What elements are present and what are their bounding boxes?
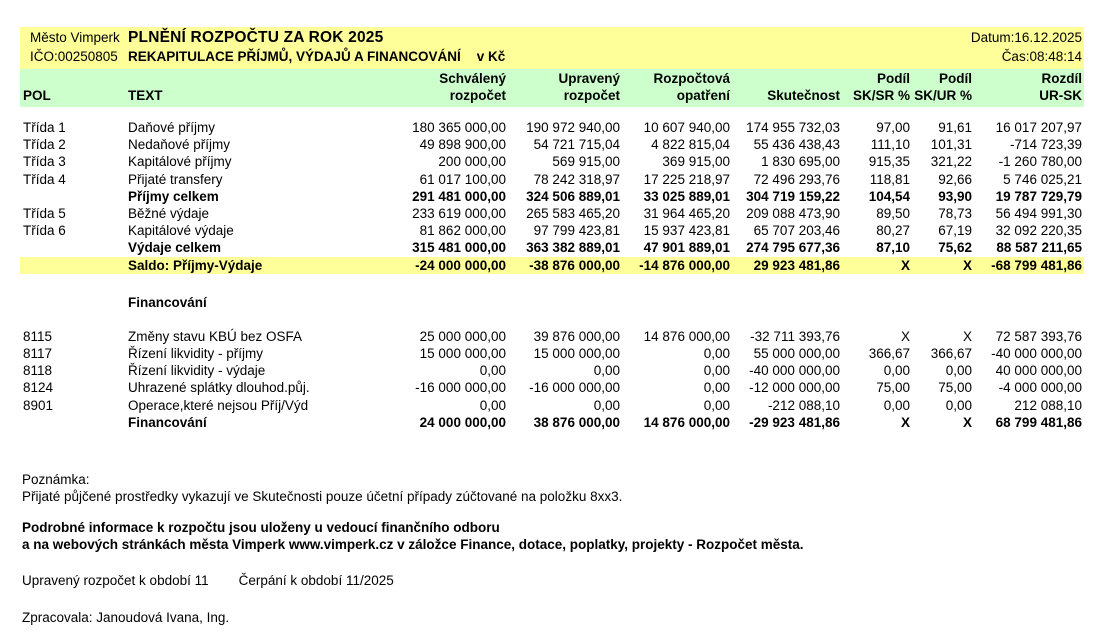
pol-cell: 8124 <box>23 380 54 396</box>
title-block <box>128 28 904 66</box>
value-cell: 15 000 000,00 <box>533 346 620 362</box>
table-row <box>20 222 1084 239</box>
column-header <box>972 71 1084 104</box>
value-cell: 0,00 <box>883 363 910 379</box>
value-cell: -16 000 000,00 <box>529 380 620 396</box>
value-cell: 78 242 318,97 <box>533 171 620 187</box>
table-row <box>20 136 1084 153</box>
pol-cell: 8901 <box>23 397 54 413</box>
value-cell: 0,00 <box>593 363 620 379</box>
value-cell: 0,00 <box>593 397 620 413</box>
value-cell: 233 619 000,00 <box>412 205 506 221</box>
value-cell: -12 000 000,00 <box>749 380 840 396</box>
column-header-line: Schválený <box>439 71 506 86</box>
value-cell: -38 876 000,00 <box>529 257 620 273</box>
value-cell: 29 923 481,86 <box>753 257 840 273</box>
column-header-line: SK/UR % <box>914 87 972 103</box>
organization-name: Město Vimperk <box>30 30 120 45</box>
value-cell: 0,00 <box>703 380 730 396</box>
note-label: Poznámka: <box>22 472 90 487</box>
pol-cell: 8117 <box>23 346 53 362</box>
pol-cell <box>20 414 124 431</box>
value-cell: 39 876 000,00 <box>533 328 620 344</box>
value-cell: 200 000,00 <box>438 154 506 170</box>
value-cell: 91,61 <box>938 120 972 135</box>
value-cell <box>730 294 840 311</box>
pol-cell: Třída 5 <box>23 205 66 221</box>
column-header-line <box>730 71 840 88</box>
value-cell: 569 915,00 <box>552 154 620 170</box>
value-cell: 49 898 900,00 <box>419 137 506 153</box>
column-header-line: UR-SK <box>1039 87 1082 103</box>
value-cell: X <box>900 257 910 273</box>
table-row <box>20 205 1084 222</box>
value-cell: 0,00 <box>703 397 730 413</box>
table-row <box>20 171 1084 188</box>
value-cell: -68 799 481,86 <box>991 257 1082 273</box>
author-line: Zpracovala: Janoudová Ivana, Ing. <box>22 610 230 625</box>
value-cell <box>388 294 506 311</box>
pol-cell: Třída 3 <box>23 154 66 170</box>
text-cell: Přijaté transfery <box>128 171 223 187</box>
report-date: Datum:16.12.2025 <box>970 30 1082 45</box>
value-cell: 363 382 889,01 <box>526 240 620 256</box>
value-cell: 265 583 465,20 <box>526 205 620 221</box>
column-header-line: Skutečnost <box>767 87 840 103</box>
value-cell: 54 721 715,04 <box>533 137 620 153</box>
text-cell: Běžné výdaje <box>128 205 210 221</box>
value-cell <box>840 294 910 311</box>
value-cell: 55 436 438,43 <box>753 137 840 153</box>
column-header-line <box>128 71 388 88</box>
report-subtitle <box>128 47 904 66</box>
value-cell: 97 799 423,81 <box>533 223 620 239</box>
value-cell: 14 876 000,00 <box>643 414 730 430</box>
title-band <box>20 27 1084 69</box>
column-header <box>910 71 972 104</box>
value-cell: X <box>900 414 910 430</box>
value-cell: 25 000 000,00 <box>419 328 506 344</box>
table-row <box>20 188 1084 205</box>
value-cell: 209 088 473,90 <box>746 205 840 221</box>
period-adjusted-budget: Upravený rozpočet k období 11 <box>22 573 209 588</box>
value-cell: 915,35 <box>868 154 910 170</box>
table-row <box>20 345 1084 362</box>
table-row <box>20 414 1084 431</box>
value-cell: 274 795 677,36 <box>746 240 840 256</box>
text-cell: Daňové příjmy <box>128 120 216 135</box>
value-cell: 324 506 889,01 <box>526 188 620 204</box>
value-cell: 366,67 <box>930 346 972 362</box>
text-cell: Kapitálové výdaje <box>128 223 234 239</box>
column-header-line: Podíl <box>939 71 972 86</box>
value-cell: 89,50 <box>876 205 910 221</box>
value-cell: 1 830 695,00 <box>761 154 840 170</box>
column-header-line: Podíl <box>877 71 910 86</box>
value-cell: -1 260 780,00 <box>998 154 1082 170</box>
value-cell: 56 494 991,30 <box>995 205 1082 221</box>
value-cell: 212 088,10 <box>1014 397 1082 413</box>
column-header <box>840 71 910 104</box>
footer <box>20 471 1084 626</box>
text-cell: Nedaňové příjmy <box>128 137 231 153</box>
value-cell <box>506 294 620 311</box>
report-title: PLNĚNÍ ROZPOČTU ZA ROK 2025 <box>128 29 384 46</box>
value-cell: 101,31 <box>930 137 972 153</box>
period-drawdown: Čerpání k období 11/2025 <box>238 573 394 588</box>
value-cell: -29 923 481,86 <box>749 414 840 430</box>
value-cell: -14 876 000,00 <box>639 257 730 273</box>
value-cell: -212 088,10 <box>767 397 840 413</box>
value-cell: 55 000 000,00 <box>753 346 840 362</box>
table-row <box>20 119 1084 136</box>
column-header-line: TEXT <box>128 87 163 103</box>
column-header <box>124 71 388 104</box>
pol-cell: Třída 6 <box>23 223 66 239</box>
value-cell: 104,54 <box>868 188 910 204</box>
value-cell: 304 719 159,22 <box>746 188 840 204</box>
budget-table-body <box>20 119 1084 431</box>
text-cell: Výdaje celkem <box>128 240 222 256</box>
text-cell: Financování <box>128 294 207 310</box>
value-cell: 33 025 889,01 <box>643 188 730 204</box>
value-cell: X <box>900 328 910 344</box>
value-cell: 15 937 423,81 <box>643 223 730 239</box>
table-header <box>20 69 1084 107</box>
pol-cell: Třída 4 <box>23 171 66 187</box>
value-cell: 0,00 <box>703 346 730 362</box>
value-cell: 31 964 465,20 <box>643 205 730 221</box>
text-cell: Saldo: Příjmy-Výdaje <box>128 257 263 273</box>
value-cell: -16 000 000,00 <box>415 380 506 396</box>
value-cell: 10 607 940,00 <box>643 120 730 135</box>
value-cell: 17 225 218,97 <box>643 171 730 187</box>
text-cell: Řízení likvidity - výdaje <box>128 363 266 379</box>
pol-cell: Třída 1 <box>23 120 66 135</box>
value-cell: 0,00 <box>479 397 506 413</box>
table-row <box>20 328 1084 345</box>
value-cell: 75,62 <box>938 240 972 256</box>
currency-note: v Kč <box>476 49 506 64</box>
pol-cell: Třída 2 <box>23 137 66 153</box>
value-cell: 5 746 025,21 <box>1003 171 1082 187</box>
datetime-block <box>904 28 1084 66</box>
value-cell: -40 000 000,00 <box>749 363 840 379</box>
pol-cell <box>20 294 124 311</box>
table-row <box>20 362 1084 379</box>
value-cell: 4 822 815,04 <box>651 137 730 153</box>
value-cell: 14 876 000,00 <box>643 328 730 344</box>
table-row <box>20 397 1084 414</box>
info-line-2: a na webových stránkách města Vimperk www.vimperk.cz v záložce Finance, dotace, poplatky, projekty - Rozpočet města. <box>22 537 804 552</box>
value-cell: 87,10 <box>876 240 910 256</box>
value-cell: 366,67 <box>868 346 910 362</box>
section-header-row <box>20 294 1084 311</box>
value-cell: 68 799 481,86 <box>995 414 1082 430</box>
text-cell: Uhrazené splátky dlouhod.půj. <box>128 380 310 396</box>
value-cell: 78,73 <box>938 205 972 221</box>
table-row <box>20 239 1084 256</box>
column-header <box>20 71 124 104</box>
value-cell: 111,10 <box>870 137 910 153</box>
table-row <box>20 153 1084 170</box>
value-cell: 19 787 729,79 <box>995 188 1082 204</box>
value-cell: 16 017 207,97 <box>995 120 1082 135</box>
text-cell: Kapitálové příjmy <box>128 154 232 170</box>
value-cell: 40 000 000,00 <box>995 363 1082 379</box>
value-cell: 0,00 <box>945 363 972 379</box>
column-header-line: Rozpočtová <box>653 71 730 86</box>
pol-cell <box>20 239 124 256</box>
saldo-row <box>20 257 1084 274</box>
value-cell: 315 481 000,00 <box>412 240 506 256</box>
value-cell: 321,22 <box>930 154 972 170</box>
column-header-line <box>23 71 124 88</box>
info-line-1: Podrobné informace k rozpočtu jsou uloženy u vedoucí finančního odboru <box>22 520 500 535</box>
pol-cell <box>20 188 124 205</box>
organization-block <box>20 28 128 66</box>
column-header-line: SK/SR % <box>852 87 910 103</box>
value-cell: 190 972 940,00 <box>526 120 620 135</box>
value-cell: 291 481 000,00 <box>412 188 506 204</box>
value-cell: 0,00 <box>703 363 730 379</box>
pol-cell <box>20 257 124 274</box>
value-cell: -40 000 000,00 <box>991 346 1082 362</box>
value-cell: 118,81 <box>869 171 910 187</box>
column-header-line: rozpočet <box>449 87 506 103</box>
value-cell <box>620 294 730 311</box>
text-cell: Operace,které nejsou Příj/Výd <box>128 397 309 413</box>
value-cell: 0,00 <box>945 397 972 413</box>
column-header <box>620 71 730 104</box>
value-cell: 75,00 <box>938 380 972 396</box>
note-text: Přijaté půjčené prostředky vykazují ve Skutečnosti pouze účetní případy zúčtované na položku 8xx3. <box>22 489 623 504</box>
value-cell: 38 876 000,00 <box>533 414 620 430</box>
value-cell: 72 587 393,76 <box>995 328 1082 344</box>
value-cell: X <box>962 414 972 430</box>
value-cell: 15 000 000,00 <box>419 346 506 362</box>
value-cell: 32 092 220,35 <box>995 223 1082 239</box>
column-header-line: opatření <box>676 87 730 103</box>
pol-cell: 8115 <box>23 328 53 344</box>
budget-report <box>20 27 1084 626</box>
value-cell: 65 707 203,46 <box>753 223 840 239</box>
organization-ico: IČO:00250805 <box>30 49 118 64</box>
value-cell: 72 496 293,76 <box>753 171 840 187</box>
value-cell: -32 711 393,76 <box>750 328 840 344</box>
column-header <box>388 71 506 104</box>
value-cell: 174 955 732,03 <box>746 120 840 135</box>
text-cell: Financování <box>128 414 207 430</box>
period-line <box>22 572 1084 589</box>
value-cell: -4 000 000,00 <box>998 380 1082 396</box>
row-spacer <box>20 311 1084 328</box>
value-cell: 0,00 <box>883 397 910 413</box>
value-cell: 80,27 <box>876 223 910 239</box>
pol-cell: 8118 <box>23 363 53 379</box>
value-cell <box>910 294 972 311</box>
column-header-line: Upravený <box>558 71 620 86</box>
value-cell: 92,66 <box>938 171 972 187</box>
column-header <box>506 71 620 104</box>
text-cell: Řízení likvidity - příjmy <box>128 346 264 362</box>
column-header <box>730 71 840 104</box>
column-header-line: Rozdíl <box>1041 71 1082 86</box>
column-header-line: rozpočet <box>563 87 620 103</box>
value-cell: 0,00 <box>479 363 506 379</box>
report-subtitle-text: REKAPITULACE PŘÍJMŮ, VÝDAJŮ A FINANCOVÁNÍ <box>128 49 461 64</box>
value-cell: 47 901 889,01 <box>643 240 730 256</box>
value-cell: 97,00 <box>876 120 910 135</box>
value-cell: 93,90 <box>938 188 972 204</box>
value-cell: 88 587 211,65 <box>996 240 1082 256</box>
value-cell: 75,00 <box>876 380 910 396</box>
column-header-line: POL <box>23 87 51 103</box>
text-cell: Příjmy celkem <box>128 188 219 204</box>
row-spacer <box>20 274 1084 294</box>
value-cell: -24 000 000,00 <box>415 257 506 273</box>
value-cell <box>972 294 1084 311</box>
value-cell: X <box>962 257 972 273</box>
value-cell: -714 723,39 <box>1009 137 1082 153</box>
text-cell: Změny stavu KBÚ bez OSFA <box>128 328 303 344</box>
value-cell: 369 915,00 <box>662 154 730 170</box>
value-cell: 24 000 000,00 <box>419 414 506 430</box>
value-cell: 67,19 <box>938 223 972 239</box>
value-cell: 81 862 000,00 <box>419 223 506 239</box>
table-row <box>20 379 1084 396</box>
value-cell: X <box>962 328 972 344</box>
report-time: Čas:08:48:14 <box>1001 49 1082 64</box>
value-cell: 61 017 100,00 <box>419 171 506 187</box>
value-cell: 180 365 000,00 <box>412 120 506 135</box>
